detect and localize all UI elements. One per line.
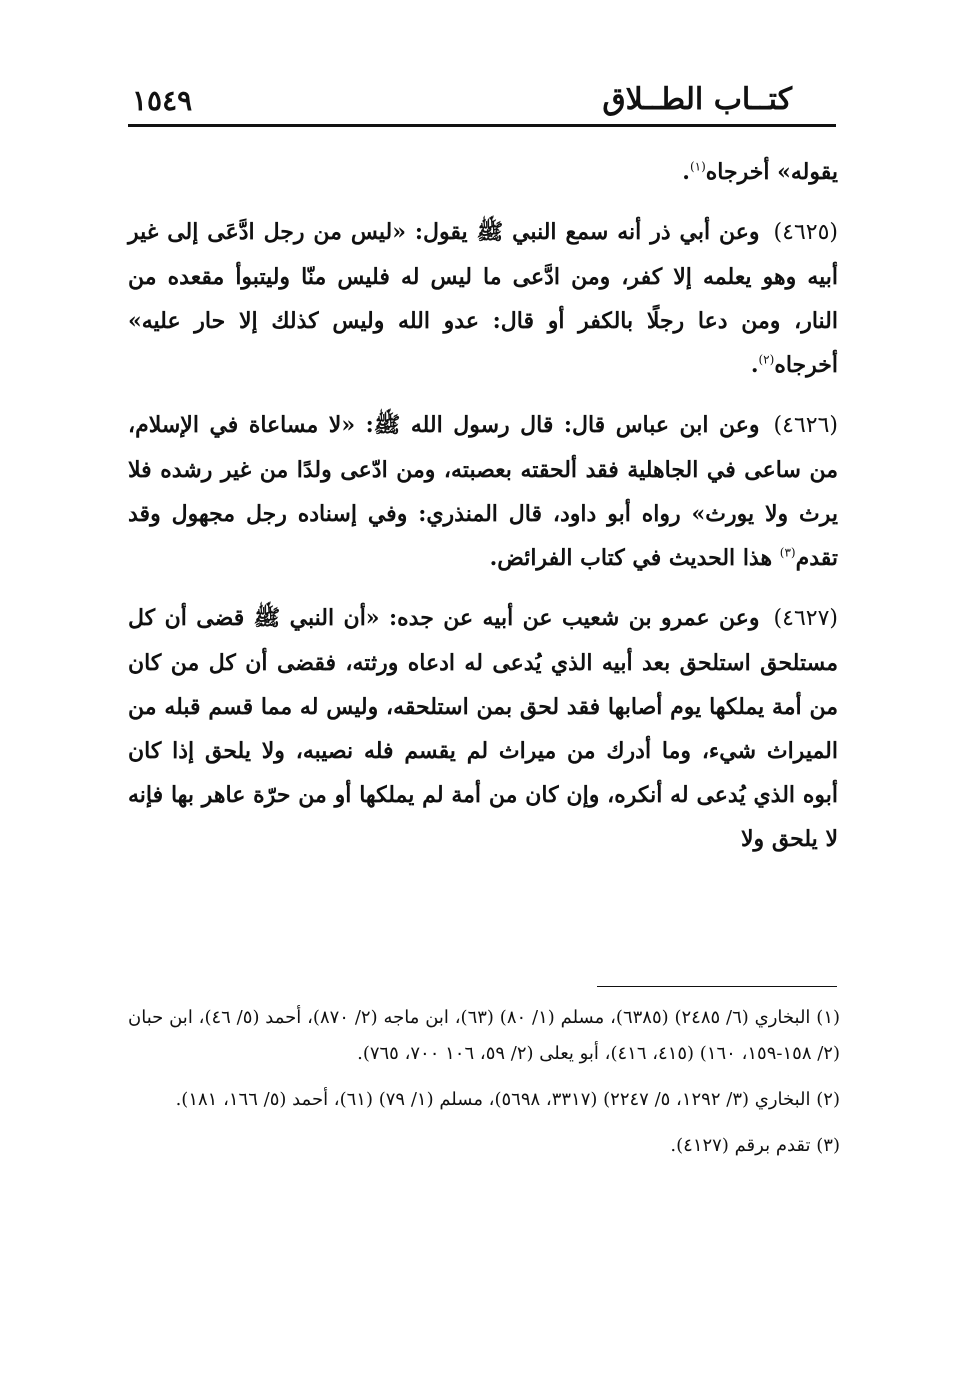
footnote-text: البخاري (٦/ ٢٤٨٥) (٦٣٨٥)، مسلم (١/ ٨٠) (٦٣)، ابن ماجه (٢/ ٨٧٠)، أحمد (٥/ ٤٦)، ابن حبان (٢/ ١٥٨-١٥٩، ١٦٠) (٤١٥، ٤١٦)، أبو يعلى (٢/ ٥٩، ١٠٦ ٧٠٠، ٧٦٥). (128, 1007, 840, 1064)
footnote-text: البخاري (٣/ ١٢٩٢، ٥/ ٢٢٤٧) (٣٣١٧، ٥٦٩٨)، مسلم (١/ ٧٩) (٦١)، أحمد (٥/ ١٦٦، ١٨١). (175, 1089, 811, 1110)
page-header (128, 78, 836, 126)
footnote-ref: (٢) (758, 352, 775, 367)
footnote-text: تقدم برقم (٤١٢٧). (670, 1135, 811, 1156)
paragraph-tail: هذا الحديث في كتاب الفرائض. (489, 545, 780, 571)
footnotes (128, 1000, 840, 1174)
hadith-4626 (128, 403, 838, 580)
paragraph-continuation (128, 150, 838, 194)
footnote-1 (128, 1000, 840, 1072)
paragraph-text: وعن ابن عباس قال: قال رسول الله ﷺ: «لا مساعاة في الإسلام، من ساعى في الجاهلية فقد ألحقته بعصبته، ومن ادّعى ولدًا من غير رشده فلا يرث ولا يورث» رواه أبو داود، قال المنذري: وفي إسناده رجل مجهول وقد تقدم (128, 412, 838, 571)
hadith-number: (٤٦٢٦) (773, 413, 838, 438)
paragraph-tail: . (750, 352, 759, 378)
hadith-number: (٤٦٢٧) (773, 606, 838, 631)
hadith-number: (٤٦٢٥) (773, 220, 838, 245)
paragraph-text: وعن أبي ذر أنه سمع النبي ﷺ يقول: «ليس من رجل ادَّعَى إلى غير أبيه وهو يعلمه إلا كفر، ومن ادَّعى ما ليس له فليس منّا وليتبوأ مقعده من النار، ومن دعا رجلًا بالكفر أو قال: عدو الله وليس كذلك إلا حار عليه» أخرجاه (128, 219, 838, 378)
footnote-marker: (١) (816, 1007, 841, 1028)
hadith-4625 (128, 210, 838, 387)
footnote-ref: (٣) (779, 545, 796, 560)
hadith-4627 (128, 596, 838, 861)
paragraph-text: وعن عمرو بن شعيب عن أبيه عن جده: «أن النبي ﷺ قضى أن كل مستلحق استلحق بعد أبيه الذي يُدعى له ادعاه ورثته، فقضى أن كل من كان من أمة يملكها يوم أصابها فقد لحق بمن استلحقه، وليس له مما قسم قبله من الميراث شيء، وما أدرك من ميراث لم يقسم فله نصيبه، ولا يلحق إذا كان أبوه الذي يُدعى له أنكره، وإن كان من أمة لم يملكها أو من حرّة عاهر بها فإنه لا يلحق ولا (128, 605, 838, 852)
header-rule (128, 124, 836, 127)
footnote-2 (128, 1082, 840, 1118)
footnote-divider (597, 986, 837, 987)
footnote-ref: (١) (689, 159, 706, 174)
chapter-title: كتــاب الطــلاق (602, 82, 792, 117)
paragraph-text: يقوله» أخرجاه (705, 159, 838, 185)
footnote-3 (128, 1128, 840, 1164)
paragraph-tail: . (682, 159, 690, 185)
footnote-marker: (٣) (816, 1135, 840, 1156)
page-number: ١٥٤٩ (132, 84, 193, 117)
main-text (128, 150, 838, 877)
footnote-marker: (٢) (816, 1089, 840, 1110)
